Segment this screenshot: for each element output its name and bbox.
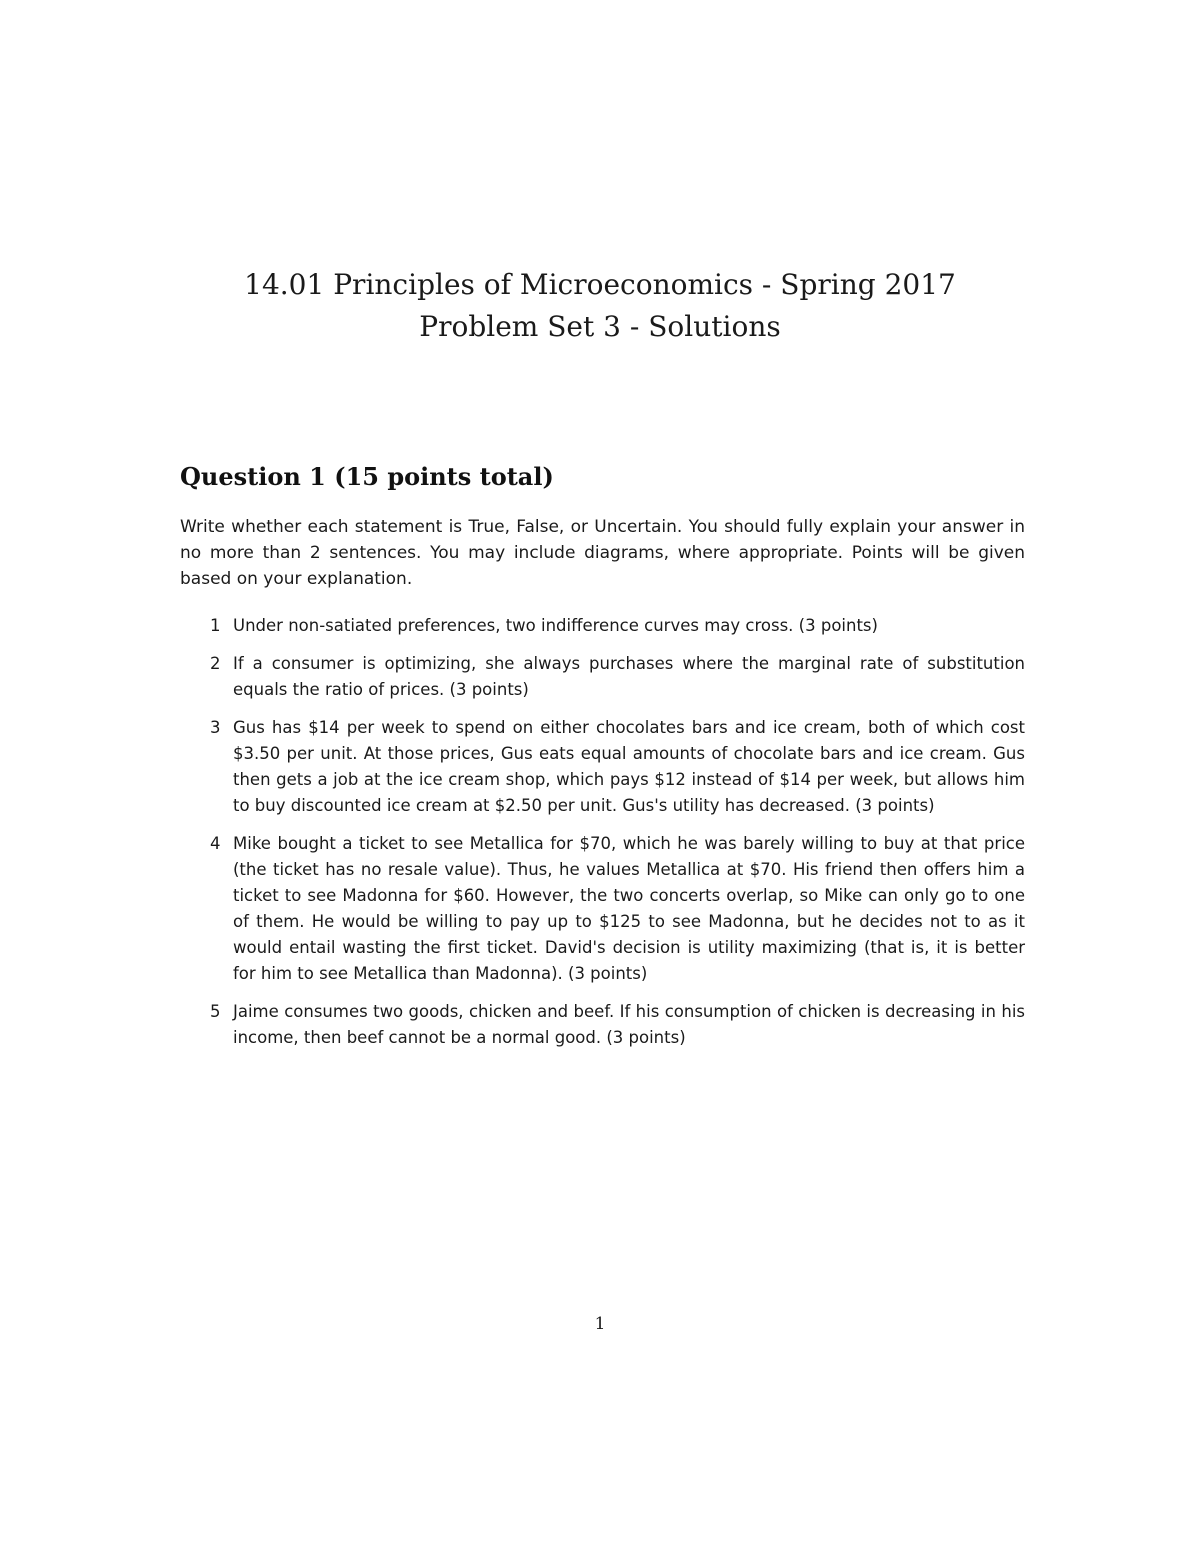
statement-text: If a consumer is optimizing, she always purchases where the marginal rate of substitution equals the ratio of prices. (3 points) — [233, 654, 1025, 699]
statement-list — [180, 613, 1025, 1063]
statement-number: 1 — [210, 616, 221, 635]
statement-item — [180, 613, 1025, 639]
question-heading: Question 1 (15 points total) — [180, 462, 554, 491]
statement-item — [180, 831, 1025, 987]
statement-item — [180, 999, 1025, 1051]
statement-text: Gus has $14 per week to spend on either chocolates bars and ice cream, both of which cost $3.50 per unit. At those prices, Gus eats equal amounts of chocolate bars and ice cream. Gus then gets a job at the ice cream shop, which pays $12 instead of $14 per week, but allows him to buy discounted ice cream at $2.50 per unit. Gus's utility has decreased. (3 points) — [233, 718, 1025, 815]
statement-number: 4 — [210, 834, 221, 853]
document-subtitle: Problem Set 3 - Solutions — [419, 310, 781, 343]
page-number: 1 — [594, 1314, 606, 1334]
statement-item — [180, 651, 1025, 703]
statement-text: Under non-satiated preferences, two indifference curves may cross. (3 points) — [233, 616, 878, 635]
statement-item — [180, 715, 1025, 819]
document-header — [0, 264, 1200, 348]
statement-number: 5 — [210, 1002, 221, 1021]
statement-number: 2 — [210, 654, 221, 673]
statement-number: 3 — [210, 718, 221, 737]
document-title: 14.01 Principles of Microeconomics - Spring 2017 — [244, 268, 956, 301]
statement-text: Jaime consumes two goods, chicken and beef. If his consumption of chicken is decreasing in his income, then beef cannot be a normal good. (3 points) — [233, 1002, 1025, 1047]
statement-text: Mike bought a ticket to see Metallica for $70, which he was barely willing to buy at that price (the ticket has no resale value). Thus, he values Metallica at $70. His friend then offers him a ticket to see Madonna for $60. However, the two concerts overlap, so Mike can only go to one of them. He would be willing to pay up to $125 to see Madonna, but he decides not to as it would entail wasting the first ticket. David's decision is utility maximizing (that is, it is better for him to see Metallica than Madonna). (3 points) — [233, 834, 1025, 983]
question-instructions: Write whether each statement is True, False, or Uncertain. You should fully explain your answer in no more than 2 sentences. You may include diagrams, where appropriate. Points will be given based on your explanation. — [180, 517, 1025, 589]
